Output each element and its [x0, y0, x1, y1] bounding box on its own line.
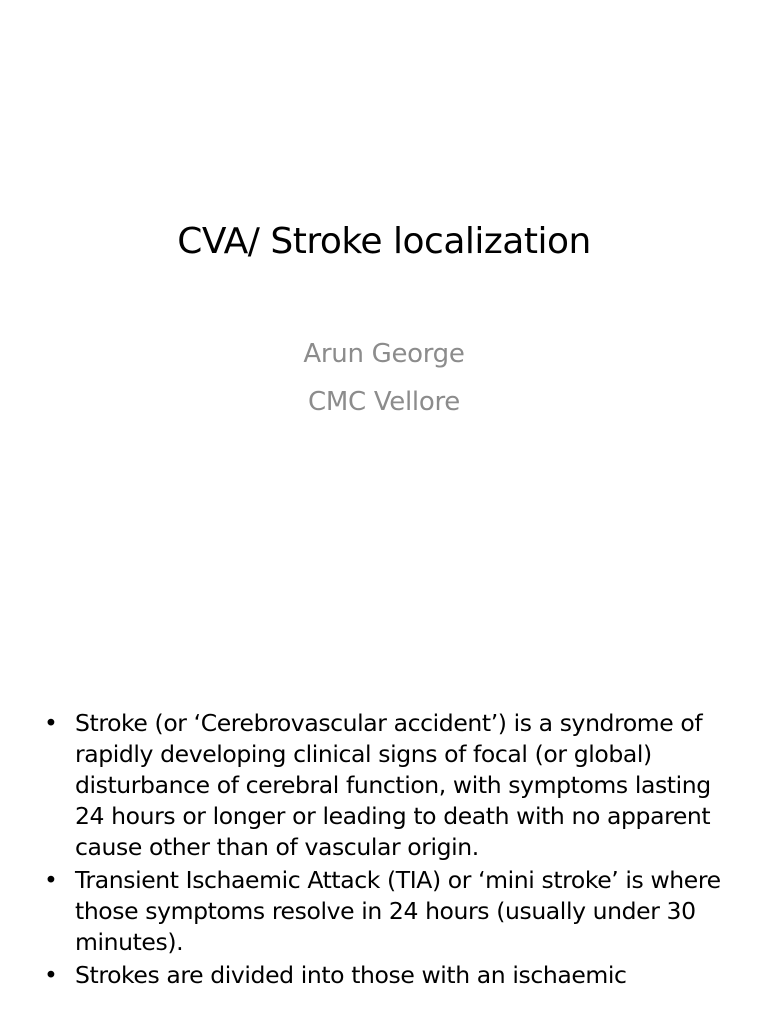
bullet-icon: •	[44, 709, 58, 737]
slide-subtitle	[0, 330, 768, 426]
bullet-icon: •	[44, 866, 58, 894]
slide-title: CVA/ Stroke localization	[177, 221, 591, 262]
bullet-icon: •	[44, 961, 58, 989]
bullet-text: Stroke (or ‘Cerebrovascular accident’) is a syndrome of rapidly developing clinical signs of focal (or global) disturbance of cerebral function, with symptoms lasting 24 hours or longer or leading to death with no apparent cause other than of vascular origin.	[75, 709, 711, 861]
bullet-item-tia-definition	[44, 865, 744, 958]
bullet-list	[44, 708, 744, 993]
author-name: Arun George	[303, 339, 465, 369]
bullet-item-stroke-types	[44, 960, 744, 991]
institution-name: CMC Vellore	[308, 387, 460, 417]
bullet-text: Strokes are divided into those with an ischaemic	[75, 961, 627, 989]
bullet-text: Transient Ischaemic Attack (TIA) or ‘mini stroke’ is where those symptoms resolve in 24 hours (usually under 30 minutes).	[75, 866, 721, 956]
bullet-item-stroke-definition	[44, 708, 744, 863]
